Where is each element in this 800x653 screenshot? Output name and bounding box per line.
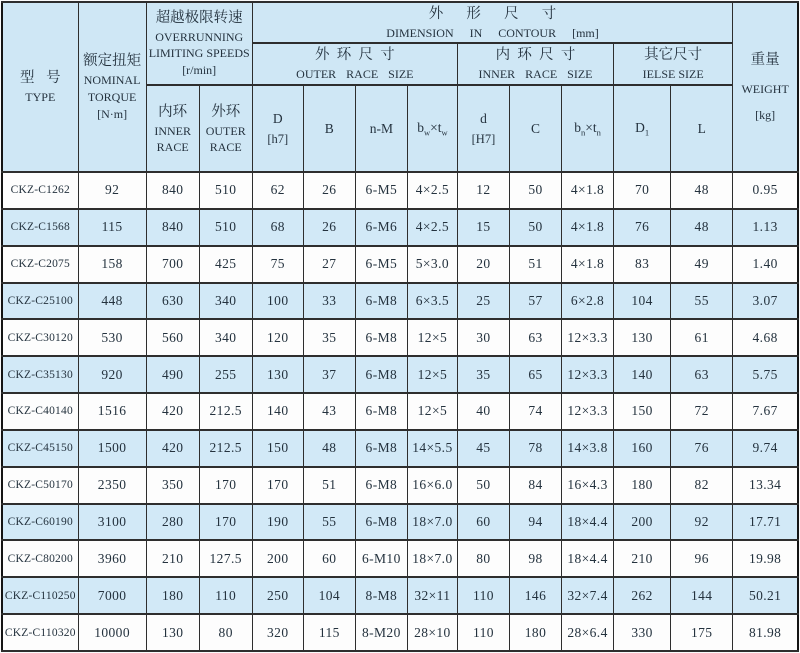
cell-D: 150: [252, 430, 303, 467]
dimension-header-zh: 外形尺寸: [428, 5, 580, 22]
cell-inner: 180: [146, 577, 199, 614]
cell-torque: 10000: [78, 614, 146, 651]
table-row: [2, 393, 798, 430]
cell-type: CKZ-C60190: [2, 504, 78, 541]
cell-nM: 6-M6: [355, 209, 407, 246]
col-header-nM: n-M: [355, 85, 407, 172]
cell-D1: 104: [614, 283, 671, 320]
col-header-D1: $D_1$: [614, 85, 671, 172]
table-row: [2, 319, 798, 356]
cell-bntn: 4×1.8: [562, 172, 614, 209]
cell-B: 35: [303, 319, 355, 356]
table-body: [2, 172, 798, 651]
cell-C: 57: [509, 283, 561, 320]
cell-L: 61: [671, 319, 733, 356]
cell-L: 92: [671, 504, 733, 541]
cell-L: 72: [671, 393, 733, 430]
type-header-zh: 型号: [19, 70, 73, 87]
cell-weight: 19.98: [733, 540, 798, 577]
col-header-C: C: [509, 85, 561, 172]
weight-unit: [kg]: [755, 107, 776, 122]
cell-outer: 212.5: [199, 430, 252, 467]
cell-inner: 420: [146, 393, 199, 430]
cell-D1: 330: [614, 614, 671, 651]
cell-L: 49: [671, 246, 733, 283]
cell-nM: 6-M5: [355, 172, 407, 209]
cell-d: 30: [457, 319, 509, 356]
cell-nM: 6-M10: [355, 540, 407, 577]
cell-torque: 2350: [78, 467, 146, 504]
cell-torque: 3100: [78, 504, 146, 541]
cell-D: 200: [252, 540, 303, 577]
cell-D: 75: [252, 246, 303, 283]
cell-bntn: 6×2.8: [562, 283, 614, 320]
speeds-header-zh: 超越极限转速: [155, 9, 243, 26]
cell-bntn: 16×4.3: [562, 467, 614, 504]
cell-weight: 17.71: [733, 504, 798, 541]
cell-weight: 1.40: [733, 246, 798, 283]
cell-D: 130: [252, 356, 303, 393]
spec-table: [1, 1, 799, 652]
cell-bwtw: 4×2.5: [407, 172, 457, 209]
cell-torque: 530: [78, 319, 146, 356]
cell-outer: 170: [199, 504, 252, 541]
cell-C: 50: [509, 209, 561, 246]
group-header-else-size: 其它尺寸 IELSE SIZE: [614, 43, 733, 85]
cell-D1: 200: [614, 504, 671, 541]
cell-B: 26: [303, 172, 355, 209]
cell-torque: 158: [78, 246, 146, 283]
cell-bntn: 12×3.3: [562, 393, 614, 430]
cell-D1: 150: [614, 393, 671, 430]
cell-nM: 6-M8: [355, 393, 407, 430]
cell-C: 98: [509, 540, 561, 577]
col-header-L: L: [671, 85, 733, 172]
cell-inner: 560: [146, 319, 199, 356]
cell-L: 63: [671, 356, 733, 393]
cell-torque: 3960: [78, 540, 146, 577]
cell-D: 320: [252, 614, 303, 651]
cell-weight: 3.07: [733, 283, 798, 320]
cell-weight: 4.68: [733, 319, 798, 356]
table-row: [2, 467, 798, 504]
cell-type: CKZ-C1568: [2, 209, 78, 246]
cell-C: 63: [509, 319, 561, 356]
cell-nM: 8-M20: [355, 614, 407, 651]
cell-d: 110: [457, 577, 509, 614]
cell-D: 100: [252, 283, 303, 320]
group-header-speeds: 超越极限转速 OVERRUNNING LIMITING SPEEDS [r/min]: [146, 2, 252, 85]
cell-type: CKZ-C2075: [2, 246, 78, 283]
table-row: [2, 540, 798, 577]
cell-L: 55: [671, 283, 733, 320]
cell-nM: 6-M8: [355, 467, 407, 504]
cell-weight: 0.95: [733, 172, 798, 209]
col-header-B: B: [303, 85, 355, 172]
cell-nM: 6-M8: [355, 430, 407, 467]
cell-inner: 210: [146, 540, 199, 577]
cell-inner: 840: [146, 209, 199, 246]
group-header-inner-race-size: 内环尺寸 INNER RACE SIZE: [457, 43, 613, 85]
cell-B: 60: [303, 540, 355, 577]
cell-D: 68: [252, 209, 303, 246]
cell-torque: 1516: [78, 393, 146, 430]
cell-B: 43: [303, 393, 355, 430]
torque-header-zh: 额定扭矩: [83, 53, 142, 70]
cell-outer: 425: [199, 246, 252, 283]
cell-torque: 920: [78, 356, 146, 393]
cell-d: 45: [457, 430, 509, 467]
cell-type: CKZ-C80200: [2, 540, 78, 577]
cell-L: 175: [671, 614, 733, 651]
cell-type: CKZ-C25100: [2, 283, 78, 320]
cell-d: 110: [457, 614, 509, 651]
cell-D1: 130: [614, 319, 671, 356]
table-row: [2, 283, 798, 320]
cell-D: 120: [252, 319, 303, 356]
cell-bwtw: 12×5: [407, 393, 457, 430]
cell-bwtw: 5×3.0: [407, 246, 457, 283]
table-row: [2, 614, 798, 651]
cell-d: 12: [457, 172, 509, 209]
cell-torque: 115: [78, 209, 146, 246]
cell-bntn: 4×1.8: [562, 246, 614, 283]
cell-B: 48: [303, 430, 355, 467]
cell-bntn: 18×4.4: [562, 540, 614, 577]
cell-bntn: 12×3.3: [562, 319, 614, 356]
cell-C: 78: [509, 430, 561, 467]
cell-nM: 6-M8: [355, 283, 407, 320]
cell-outer: 170: [199, 467, 252, 504]
cell-type: CKZ-C40140: [2, 393, 78, 430]
speeds-unit: [r/min]: [182, 63, 217, 78]
cell-B: 104: [303, 577, 355, 614]
cell-L: 48: [671, 209, 733, 246]
cell-C: 74: [509, 393, 561, 430]
cell-inner: 630: [146, 283, 199, 320]
table-row: [2, 172, 798, 209]
cell-d: 15: [457, 209, 509, 246]
cell-bwtw: 14×5.5: [407, 430, 457, 467]
cell-C: 50: [509, 172, 561, 209]
cell-C: 94: [509, 504, 561, 541]
cell-D: 190: [252, 504, 303, 541]
cell-bntn: 12×3.3: [562, 356, 614, 393]
cell-type: CKZ-C30120: [2, 319, 78, 356]
cell-nM: 6-M8: [355, 504, 407, 541]
cell-B: 51: [303, 467, 355, 504]
cell-inner: 420: [146, 430, 199, 467]
cell-B: 26: [303, 209, 355, 246]
table-row: [2, 356, 798, 393]
cell-weight: 1.13: [733, 209, 798, 246]
cell-torque: 92: [78, 172, 146, 209]
cell-bntn: 18×4.4: [562, 504, 614, 541]
group-header-outer-race-size: 外环尺寸 OUTER RACE SIZE: [252, 43, 457, 85]
cell-weight: 9.74: [733, 430, 798, 467]
cell-C: 84: [509, 467, 561, 504]
cell-bntn: 4×1.8: [562, 209, 614, 246]
cell-nM: 6-M8: [355, 319, 407, 356]
cell-B: 33: [303, 283, 355, 320]
cell-weight: 13.34: [733, 467, 798, 504]
torque-unit: [N·m]: [97, 106, 128, 121]
cell-d: 50: [457, 467, 509, 504]
cell-C: 51: [509, 246, 561, 283]
cell-L: 96: [671, 540, 733, 577]
table-row: [2, 504, 798, 541]
col-header-bntn: $b_n\times t_n$: [562, 85, 614, 172]
cell-bntn: 32×7.4: [562, 577, 614, 614]
cell-D: 170: [252, 467, 303, 504]
cell-bntn: 28×6.4: [562, 614, 614, 651]
cell-outer: 110: [199, 577, 252, 614]
col-header-speeds-outer: 外环 OUTER RACE: [199, 85, 252, 172]
group-header-dimension: [252, 2, 733, 43]
dimension-header-en: DIMENSION IN CONTOUR [mm]: [386, 25, 599, 40]
col-header-torque: 额定扭矩 NOMINAL TORQUE [N·m]: [78, 2, 146, 172]
cell-D1: 160: [614, 430, 671, 467]
cell-bwtw: 4×2.5: [407, 209, 457, 246]
cell-bntn: 14×3.8: [562, 430, 614, 467]
type-header-en: TYPE: [25, 90, 56, 105]
cell-weight: 50.21: [733, 577, 798, 614]
cell-bwtw: 32×11: [407, 577, 457, 614]
cell-type: CKZ-C35130: [2, 356, 78, 393]
cell-C: 180: [509, 614, 561, 651]
cell-weight: 7.67: [733, 393, 798, 430]
cell-nM: 6-M5: [355, 246, 407, 283]
cell-D1: 210: [614, 540, 671, 577]
cell-D1: 180: [614, 467, 671, 504]
cell-B: 55: [303, 504, 355, 541]
cell-nM: 8-M8: [355, 577, 407, 614]
cell-B: 115: [303, 614, 355, 651]
cell-bwtw: 12×5: [407, 319, 457, 356]
cell-nM: 6-M8: [355, 356, 407, 393]
cell-bwtw: 28×10: [407, 614, 457, 651]
cell-weight: 81.98: [733, 614, 798, 651]
cell-bwtw: 18×7.0: [407, 504, 457, 541]
cell-outer: 510: [199, 209, 252, 246]
cell-D: 140: [252, 393, 303, 430]
cell-outer: 212.5: [199, 393, 252, 430]
cell-D: 250: [252, 577, 303, 614]
col-header-bwtw: $b_w\times t_w$: [407, 85, 457, 172]
table-row: [2, 209, 798, 246]
cell-torque: 7000: [78, 577, 146, 614]
cell-d: 40: [457, 393, 509, 430]
cell-C: 65: [509, 356, 561, 393]
cell-outer: 127.5: [199, 540, 252, 577]
cell-inner: 490: [146, 356, 199, 393]
cell-type: CKZ-C1262: [2, 172, 78, 209]
cell-d: 25: [457, 283, 509, 320]
cell-D1: 140: [614, 356, 671, 393]
cell-inner: 840: [146, 172, 199, 209]
cell-outer: 510: [199, 172, 252, 209]
cell-inner: 130: [146, 614, 199, 651]
col-header-type: [2, 2, 78, 172]
col-header-d: d [H7]: [457, 85, 509, 172]
col-header-speeds-inner: 内环 INNER RACE: [146, 85, 199, 172]
table-row: [2, 577, 798, 614]
cell-type: CKZ-C110250: [2, 577, 78, 614]
cell-D1: 83: [614, 246, 671, 283]
cell-outer: 255: [199, 356, 252, 393]
cell-D1: 262: [614, 577, 671, 614]
cell-L: 82: [671, 467, 733, 504]
weight-header-zh: 重量: [750, 52, 780, 69]
cell-L: 144: [671, 577, 733, 614]
cell-bwtw: 18×7.0: [407, 540, 457, 577]
table-row: [2, 246, 798, 283]
cell-d: 35: [457, 356, 509, 393]
cell-outer: 340: [199, 319, 252, 356]
cell-bwtw: 16×6.0: [407, 467, 457, 504]
cell-B: 37: [303, 356, 355, 393]
cell-D: 62: [252, 172, 303, 209]
cell-d: 60: [457, 504, 509, 541]
cell-B: 27: [303, 246, 355, 283]
cell-d: 20: [457, 246, 509, 283]
cell-D1: 70: [614, 172, 671, 209]
cell-bwtw: 6×3.5: [407, 283, 457, 320]
cell-type: CKZ-C50170: [2, 467, 78, 504]
cell-d: 80: [457, 540, 509, 577]
cell-inner: 280: [146, 504, 199, 541]
cell-outer: 340: [199, 283, 252, 320]
cell-weight: 5.75: [733, 356, 798, 393]
cell-L: 76: [671, 430, 733, 467]
cell-type: CKZ-C45150: [2, 430, 78, 467]
col-header-weight: 重量 WEIGHT [kg]: [733, 2, 798, 172]
cell-inner: 350: [146, 467, 199, 504]
cell-type: CKZ-C110320: [2, 614, 78, 651]
cell-torque: 448: [78, 283, 146, 320]
cell-D1: 76: [614, 209, 671, 246]
cell-outer: 80: [199, 614, 252, 651]
cell-torque: 1500: [78, 430, 146, 467]
cell-C: 146: [509, 577, 561, 614]
cell-inner: 700: [146, 246, 199, 283]
cell-bwtw: 12×5: [407, 356, 457, 393]
cell-L: 48: [671, 172, 733, 209]
col-header-D: D [h7]: [252, 85, 303, 172]
table-row: [2, 430, 798, 467]
